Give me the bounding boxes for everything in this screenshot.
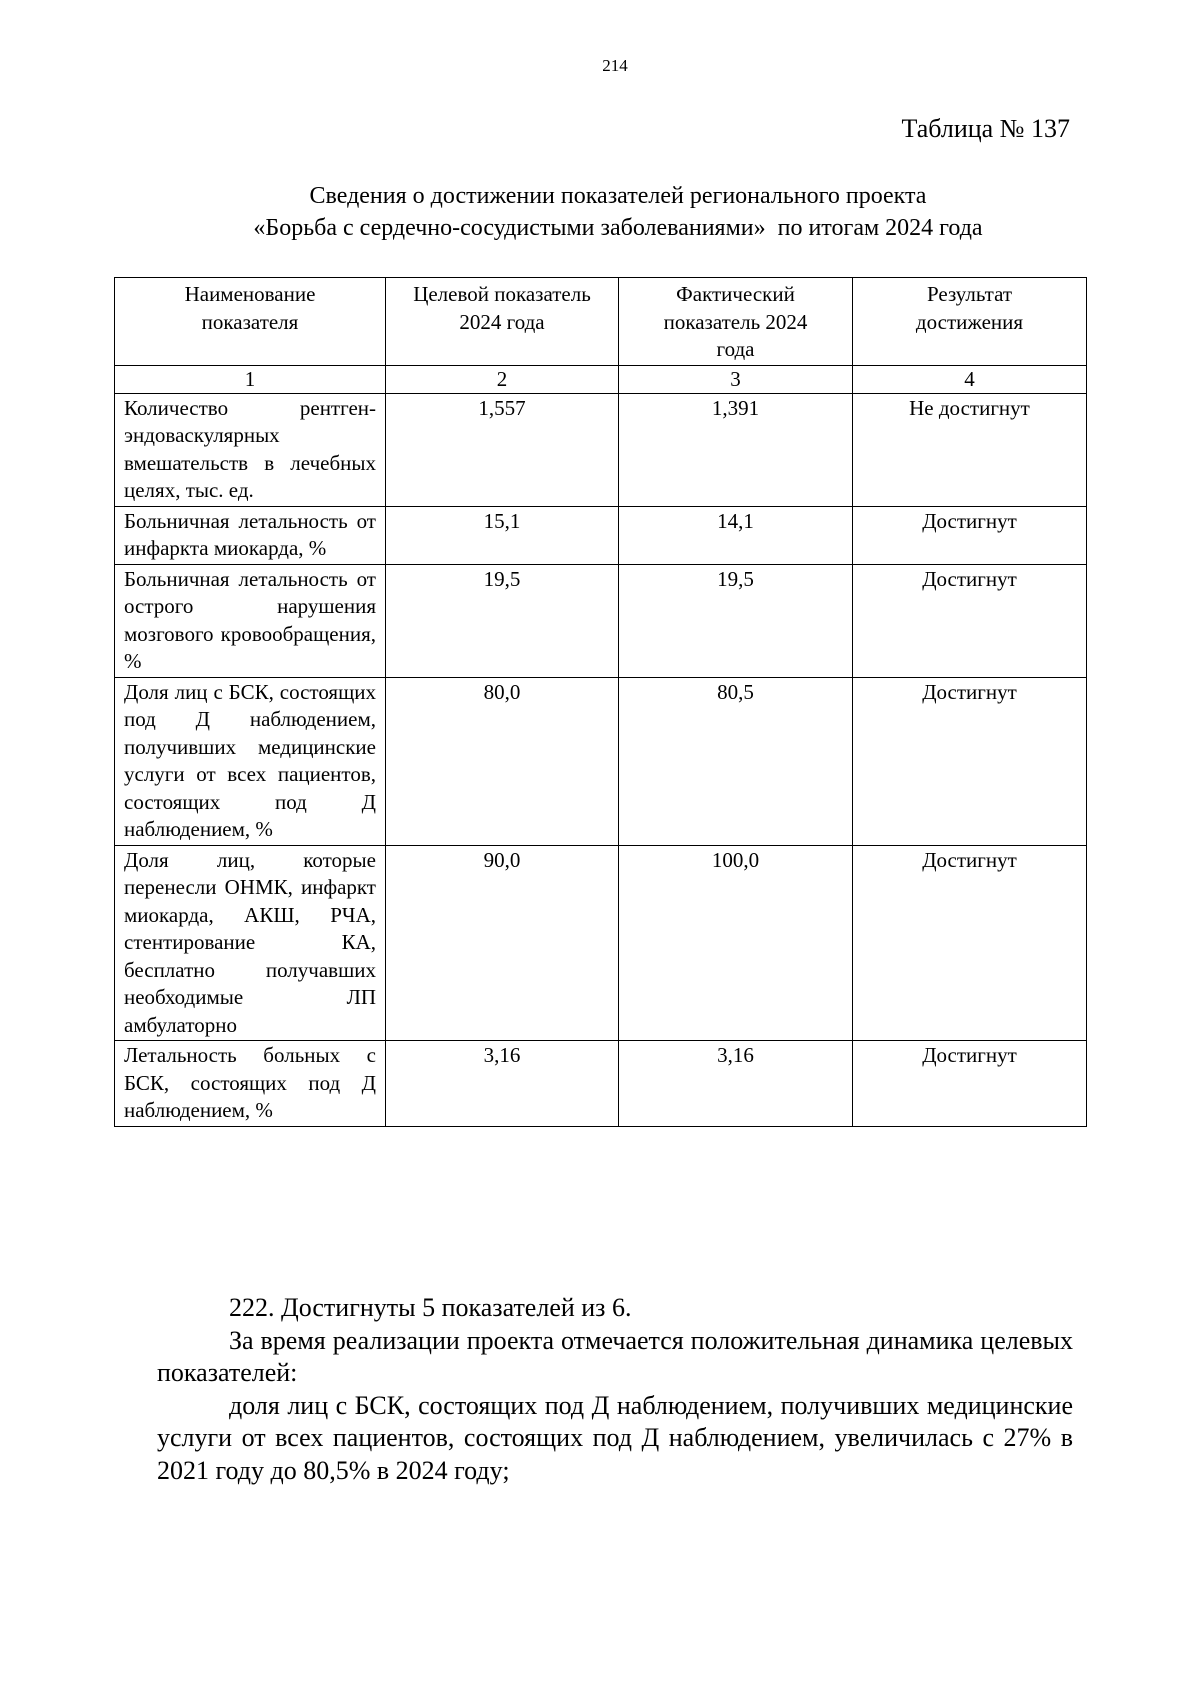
body-text: [157, 1292, 1073, 1487]
indicator-name: Летальность больных с БСК, состоящих под Д наблюдением, %: [115, 1041, 386, 1127]
header-indicator-name: Наименование показателя: [115, 278, 386, 366]
target-value: 90,0: [386, 845, 619, 1041]
table-row: [115, 845, 1087, 1041]
paragraph: доля лиц с БСК, состоящих под Д наблюдением, получивших медицинские услуги от всех пациентов, состоящих под Д наблюдением, увеличилась с 27% в 2021 году до 80,5% в 2024 году;: [157, 1390, 1073, 1485]
actual-value: 19,5: [619, 564, 853, 677]
paragraph: За время реализации проекта отмечается положительная динамика целевых показателей:: [157, 1325, 1073, 1387]
column-number: 1: [115, 365, 386, 393]
title-line-1: Сведения о достижении показателей регионального проекта: [309, 183, 927, 209]
table-row: [115, 1041, 1087, 1127]
target-value: 80,0: [386, 677, 619, 845]
result-status: Достигнут: [853, 845, 1087, 1041]
actual-value: 3,16: [619, 1041, 853, 1127]
paragraph: 222. Достигнуты 5 показателей из 6.: [229, 1293, 632, 1322]
actual-value: 14,1: [619, 506, 853, 564]
result-status: Достигнут: [853, 506, 1087, 564]
actual-value: 80,5: [619, 677, 853, 845]
column-number: 3: [619, 365, 853, 393]
table-row: [115, 393, 1087, 506]
table-row: [115, 677, 1087, 845]
table-row: [115, 506, 1087, 564]
target-value: 19,5: [386, 564, 619, 677]
indicator-name: Доля лиц, которые перенесли ОНМК, инфаркт миокарда, АКШ, РЧА, стентирование КА, бесплатно получавших необходимые ЛП амбулаторно: [115, 845, 386, 1041]
document-title: [158, 180, 1078, 244]
header-target-value: Целевой показатель 2024 года: [386, 278, 619, 366]
column-number: 4: [853, 365, 1087, 393]
header-actual-value: Фактический показатель 2024 года: [619, 278, 853, 366]
actual-value: 100,0: [619, 845, 853, 1041]
table-header-row: [115, 278, 1087, 366]
indicator-name: Количество рентген-эндоваскулярных вмешательств в лечебных целях, тыс. ед.: [115, 393, 386, 506]
target-value: 3,16: [386, 1041, 619, 1127]
page-number: 214: [602, 56, 628, 75]
result-status: Достигнут: [853, 677, 1087, 845]
indicators-table: [114, 277, 1087, 1127]
header-result: Результат достижения: [853, 278, 1087, 366]
table-label: Таблица № 137: [901, 114, 1070, 143]
result-status: Не достигнут: [853, 393, 1087, 506]
target-value: 15,1: [386, 506, 619, 564]
title-line-2: «Борьба с сердечно-сосудистыми заболеваниями» по итогам 2024 года: [253, 215, 983, 241]
column-numbers-row: [115, 365, 1087, 393]
indicator-name: Доля лиц с БСК, состоящих под Д наблюдением, получивших медицинские услуги от всех пациентов, состоящих под Д наблюдением, %: [115, 677, 386, 845]
actual-value: 1,391: [619, 393, 853, 506]
result-status: Достигнут: [853, 564, 1087, 677]
column-number: 2: [386, 365, 619, 393]
indicator-name: Больничная летальность от острого нарушения мозгового кровообращения, %: [115, 564, 386, 677]
target-value: 1,557: [386, 393, 619, 506]
result-status: Достигнут: [853, 1041, 1087, 1127]
indicator-name: Больничная летальность от инфаркта миокарда, %: [115, 506, 386, 564]
table-row: [115, 564, 1087, 677]
